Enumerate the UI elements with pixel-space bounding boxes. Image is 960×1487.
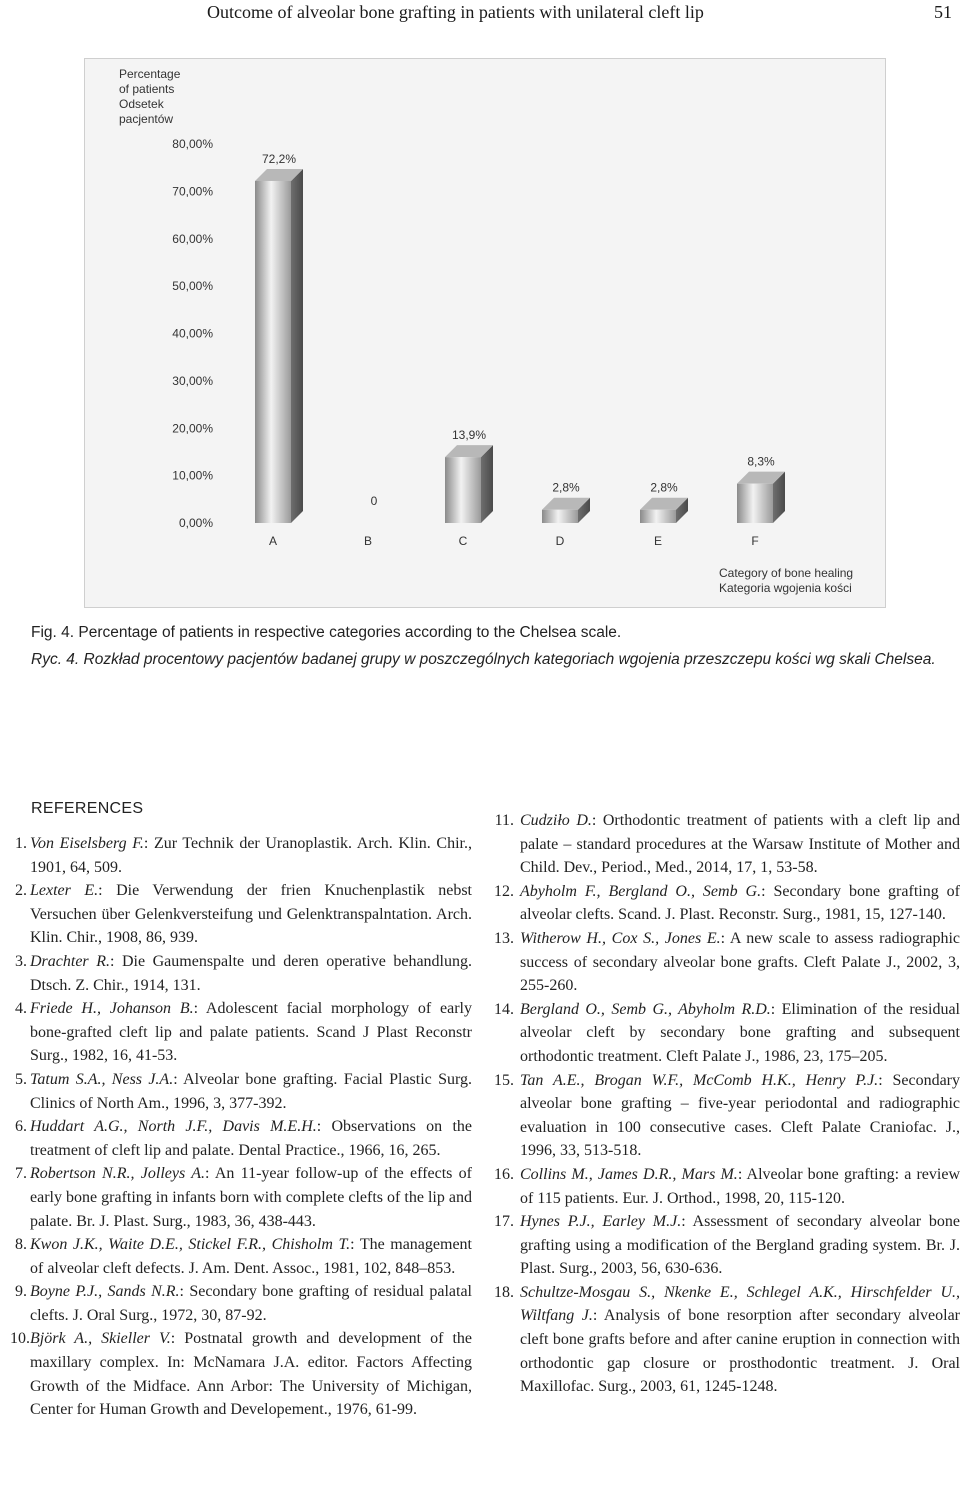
reference-text: : Observations on the treatment of cleft lip and palate. Dental Practice., 1966, 16, 265. xyxy=(30,1118,473,1159)
bar xyxy=(640,510,676,523)
reference-authors: Cudziło D. xyxy=(520,812,592,829)
reference-item xyxy=(488,1281,960,1399)
reference-authors: Lexter E. xyxy=(30,882,99,900)
bar xyxy=(255,181,291,523)
reference-item xyxy=(488,1210,960,1281)
reference-item xyxy=(10,997,472,1068)
reference-item xyxy=(488,880,960,927)
reference-number: 17. xyxy=(494,1213,514,1231)
reference-authors: Collins M., James D.R., Mars M. xyxy=(520,1165,738,1183)
y-tick-label: 20,00% xyxy=(172,421,213,436)
reference-text: : Die Verwendung der frien Knuchenplastik nebst Versuchen über Gelenkversteifung und Gelenktranspalntation. Arch. Klin. Chir., 1908, 86, 939. xyxy=(30,882,472,947)
reference-text: : Zur Technik der Uranoplastik. Arch. Klin. Chir., 1901, 64, 509. xyxy=(30,835,472,876)
reference-text: : Secondary bone grafting of residual palatal clefts. J. Oral Surg., 1972, 30, 87-92. xyxy=(30,1283,473,1324)
reference-authors: Tatum S.A., Ness J.A. xyxy=(30,1070,174,1088)
bar-side xyxy=(291,169,303,523)
reference-number: 15. xyxy=(494,1071,514,1089)
reference-authors: Huddart A.G., North J.F., Davis M.E.H. xyxy=(30,1118,317,1136)
reference-text: : Alveolar bone grafting. Facial Plastic Surg. Clinics of North Am., 1996, 3, 377-392. xyxy=(30,1070,473,1112)
reference-text: : Secondary alveolar bone grafting – five-year periodontal and radiographic evaluation in 100 consecutive cases. Cleft Palate Craniofac. J., 1996, 33, 513-518. xyxy=(520,1071,960,1160)
reference-number: 2. xyxy=(15,882,27,900)
running-title: Outcome of alveolar bone grafting in patients with unilateral cleft lip xyxy=(207,2,704,22)
reference-text: : Postnatal growth and development of the maxillary complex. In: McNamara J.A. editor. Factors Affecting Growth of the Midface. Ann Arbor: The University of Michigan, Center for Human Growth and Developement., 1976, 61-99. xyxy=(30,1330,472,1419)
x-tick-label: A xyxy=(268,534,278,548)
reference-authors: Hynes P.J., Earley M.J. xyxy=(520,1213,682,1231)
y-tick-label: 40,00% xyxy=(172,326,213,341)
y-tick-label: 60,00% xyxy=(172,231,213,246)
y-axis-label: Percentage xyxy=(119,67,181,81)
reference-number: 5. xyxy=(15,1070,27,1088)
reference-authors: Drachter R. xyxy=(30,952,110,970)
reference-item xyxy=(488,1069,960,1163)
y-tick-label: 10,00% xyxy=(172,468,213,483)
y-axis-label: of patients xyxy=(119,82,175,96)
references-heading: REFERENCES xyxy=(31,800,144,817)
reference-authors: Abyholm F., Bergland O., Semb G. xyxy=(520,882,762,900)
reference-number: 13. xyxy=(494,929,514,947)
reference-authors: Friede H., Johanson B. xyxy=(30,1000,194,1018)
reference-item xyxy=(10,879,472,950)
figure-caption-english: Fig. 4. Percentage of patients in respective categories according to the Chelsea scale. xyxy=(31,624,622,641)
reference-text: : Adolescent facial morphology of early bone-grafted cleft lip and palate patients. Scand J Plast Reconstr Surg., 1982, 16, 41-53. xyxy=(30,1000,472,1065)
bar xyxy=(445,457,481,523)
reference-authors: Von Eiselsberg F. xyxy=(30,835,144,852)
references-column-right xyxy=(488,809,960,1399)
x-tick-label: F xyxy=(751,534,759,548)
figure-caption-polish: Ryc. 4. Rozkład procentowy pacjentów badanej grupy w poszczególnych kategoriach wgojenia przeszczepu kości wg skali Chelsea. xyxy=(31,651,936,668)
reference-number: 14. xyxy=(494,1000,514,1018)
reference-text: : Alveolar bone grafting: a review of 115 patients. Eur. J. Orthod., 1998, 20, 115-120. xyxy=(520,1165,960,1207)
chart-figure xyxy=(84,58,886,608)
reference-item xyxy=(488,927,960,998)
reference-text: : Secondary bone grafting of alveolar clefts. Scand. J. Plast. Reconstr. Surg., 1981, 15, 127-140. xyxy=(520,882,960,924)
reference-item xyxy=(10,1115,472,1162)
y-tick-label: 50,00% xyxy=(172,279,213,294)
reference-authors: Boyne P.J., Sands N.R. xyxy=(30,1283,180,1301)
reference-item xyxy=(488,1163,960,1210)
data-label: 2,8% xyxy=(650,480,678,495)
y-axis-label: pacjentów xyxy=(119,112,174,126)
reference-number: 8. xyxy=(15,1236,27,1254)
reference-item xyxy=(10,832,472,879)
reference-authors: Björk A., Skieller V. xyxy=(30,1330,171,1348)
x-tick-label: C xyxy=(458,534,468,548)
data-label: 72,2% xyxy=(261,151,297,166)
x-tick-label: B xyxy=(363,534,373,548)
reference-number: 18. xyxy=(494,1283,514,1301)
reference-text: : Analysis of bone resorption after secondary alveolar cleft bone grafts before and after canine eruption in connection with orthodontic gap closure or prosthodontic treatment. J. Oral Maxillofac. Surg., 2003, 61, 1245-1248. xyxy=(520,1307,960,1396)
reference-text: : An 11-year follow-up of the effects of early bone grafting in infants born with complete clefts of the lip and palate. Br. J. Plast. Surg., 1983, 36, 438-443. xyxy=(30,1165,473,1230)
reference-number: 10. xyxy=(10,1330,30,1348)
reference-authors: Witherow H., Cox S., Jones E. xyxy=(520,929,721,947)
running-header xyxy=(0,0,960,24)
reference-number: 1. xyxy=(15,835,27,852)
x-axis-label: Kategoria wgojenia kości xyxy=(719,581,852,595)
reference-number: 9. xyxy=(15,1283,27,1301)
reference-text: : Assessment of secondary alveolar bone grafting using a modification of the Bergland grading system. Br. J. Plast. Surg., 2003, 56, 630-636. xyxy=(520,1213,960,1278)
page-number: 51 xyxy=(934,2,952,22)
bar-chart xyxy=(85,59,885,607)
reference-authors: Schultze-Mosgau S., Nkenke E., Schlegel A.K., Hirschfelder U., Wiltfang J. xyxy=(520,1283,960,1325)
data-label: 13,9% xyxy=(451,428,487,443)
reference-text: : Orthodontic treatment of patients with a cleft lip and palate – standard procedures at the Warsaw Institute of Mother and Child. Dev., Period., Med., 2014, 17, 1, 53-58. xyxy=(520,812,960,877)
reference-item xyxy=(10,950,472,997)
y-tick-label: 0,00% xyxy=(178,516,213,530)
y-tick-label: 30,00% xyxy=(172,373,213,388)
data-label: 0 xyxy=(370,494,378,508)
bar xyxy=(542,510,578,523)
y-tick-label: 70,00% xyxy=(172,184,213,199)
reference-number: 12. xyxy=(494,882,514,900)
reference-text: : A new scale to assess radiographic success of secondary alveolar bone grafts. Cleft Palate J., 2002, 3, 255-260. xyxy=(520,929,960,995)
reference-text: : Elimination of the residual alveolar cleft by secondary bone grafting and subsequent orthodontic treatment. Cleft Palate J., 1986, 23, 175–205. xyxy=(520,1000,960,1065)
y-axis-label: Odsetek xyxy=(119,97,164,111)
reference-authors: Robertson N.R., Jolleys A. xyxy=(30,1165,205,1183)
bar xyxy=(737,484,773,523)
references-column-left xyxy=(10,832,472,1422)
reference-item xyxy=(10,1327,472,1421)
bar-side xyxy=(481,445,493,523)
data-label: 2,8% xyxy=(552,480,580,495)
y-tick-label: 80,00% xyxy=(172,137,213,151)
reference-number: 6. xyxy=(15,1118,27,1136)
reference-authors: Tan A.E., Brogan W.F., McComb H.K., Henry P.J. xyxy=(520,1071,879,1089)
reference-authors: Kwon J.K., Waite D.E., Stickel F.R., Chisholm T. xyxy=(30,1236,351,1254)
x-axis-label: Category of bone healing xyxy=(719,566,854,580)
x-tick-label: E xyxy=(653,534,663,548)
reference-authors: Bergland O., Semb G., Abyholm R.D. xyxy=(520,1000,771,1018)
reference-item xyxy=(10,1280,472,1327)
reference-text: : Die Gaumenspalte und deren operative behandlung. Dtsch. Z. Chir., 1914, 131. xyxy=(30,952,472,994)
reference-item xyxy=(10,1068,472,1115)
reference-item xyxy=(488,809,960,880)
reference-number: 7. xyxy=(15,1165,27,1183)
reference-item xyxy=(10,1233,472,1280)
x-tick-label: D xyxy=(555,534,565,548)
reference-number: 16. xyxy=(494,1165,514,1183)
reference-item xyxy=(488,998,960,1069)
reference-number: 4. xyxy=(15,1000,27,1018)
data-label: 8,3% xyxy=(747,454,775,469)
reference-text: : The management of alveolar cleft defects. J. Am. Dent. Assoc., 1981, 102, 848–853. xyxy=(30,1236,472,1277)
reference-item xyxy=(10,1162,472,1233)
reference-number: 3. xyxy=(15,952,27,970)
reference-number: 11. xyxy=(494,812,514,829)
